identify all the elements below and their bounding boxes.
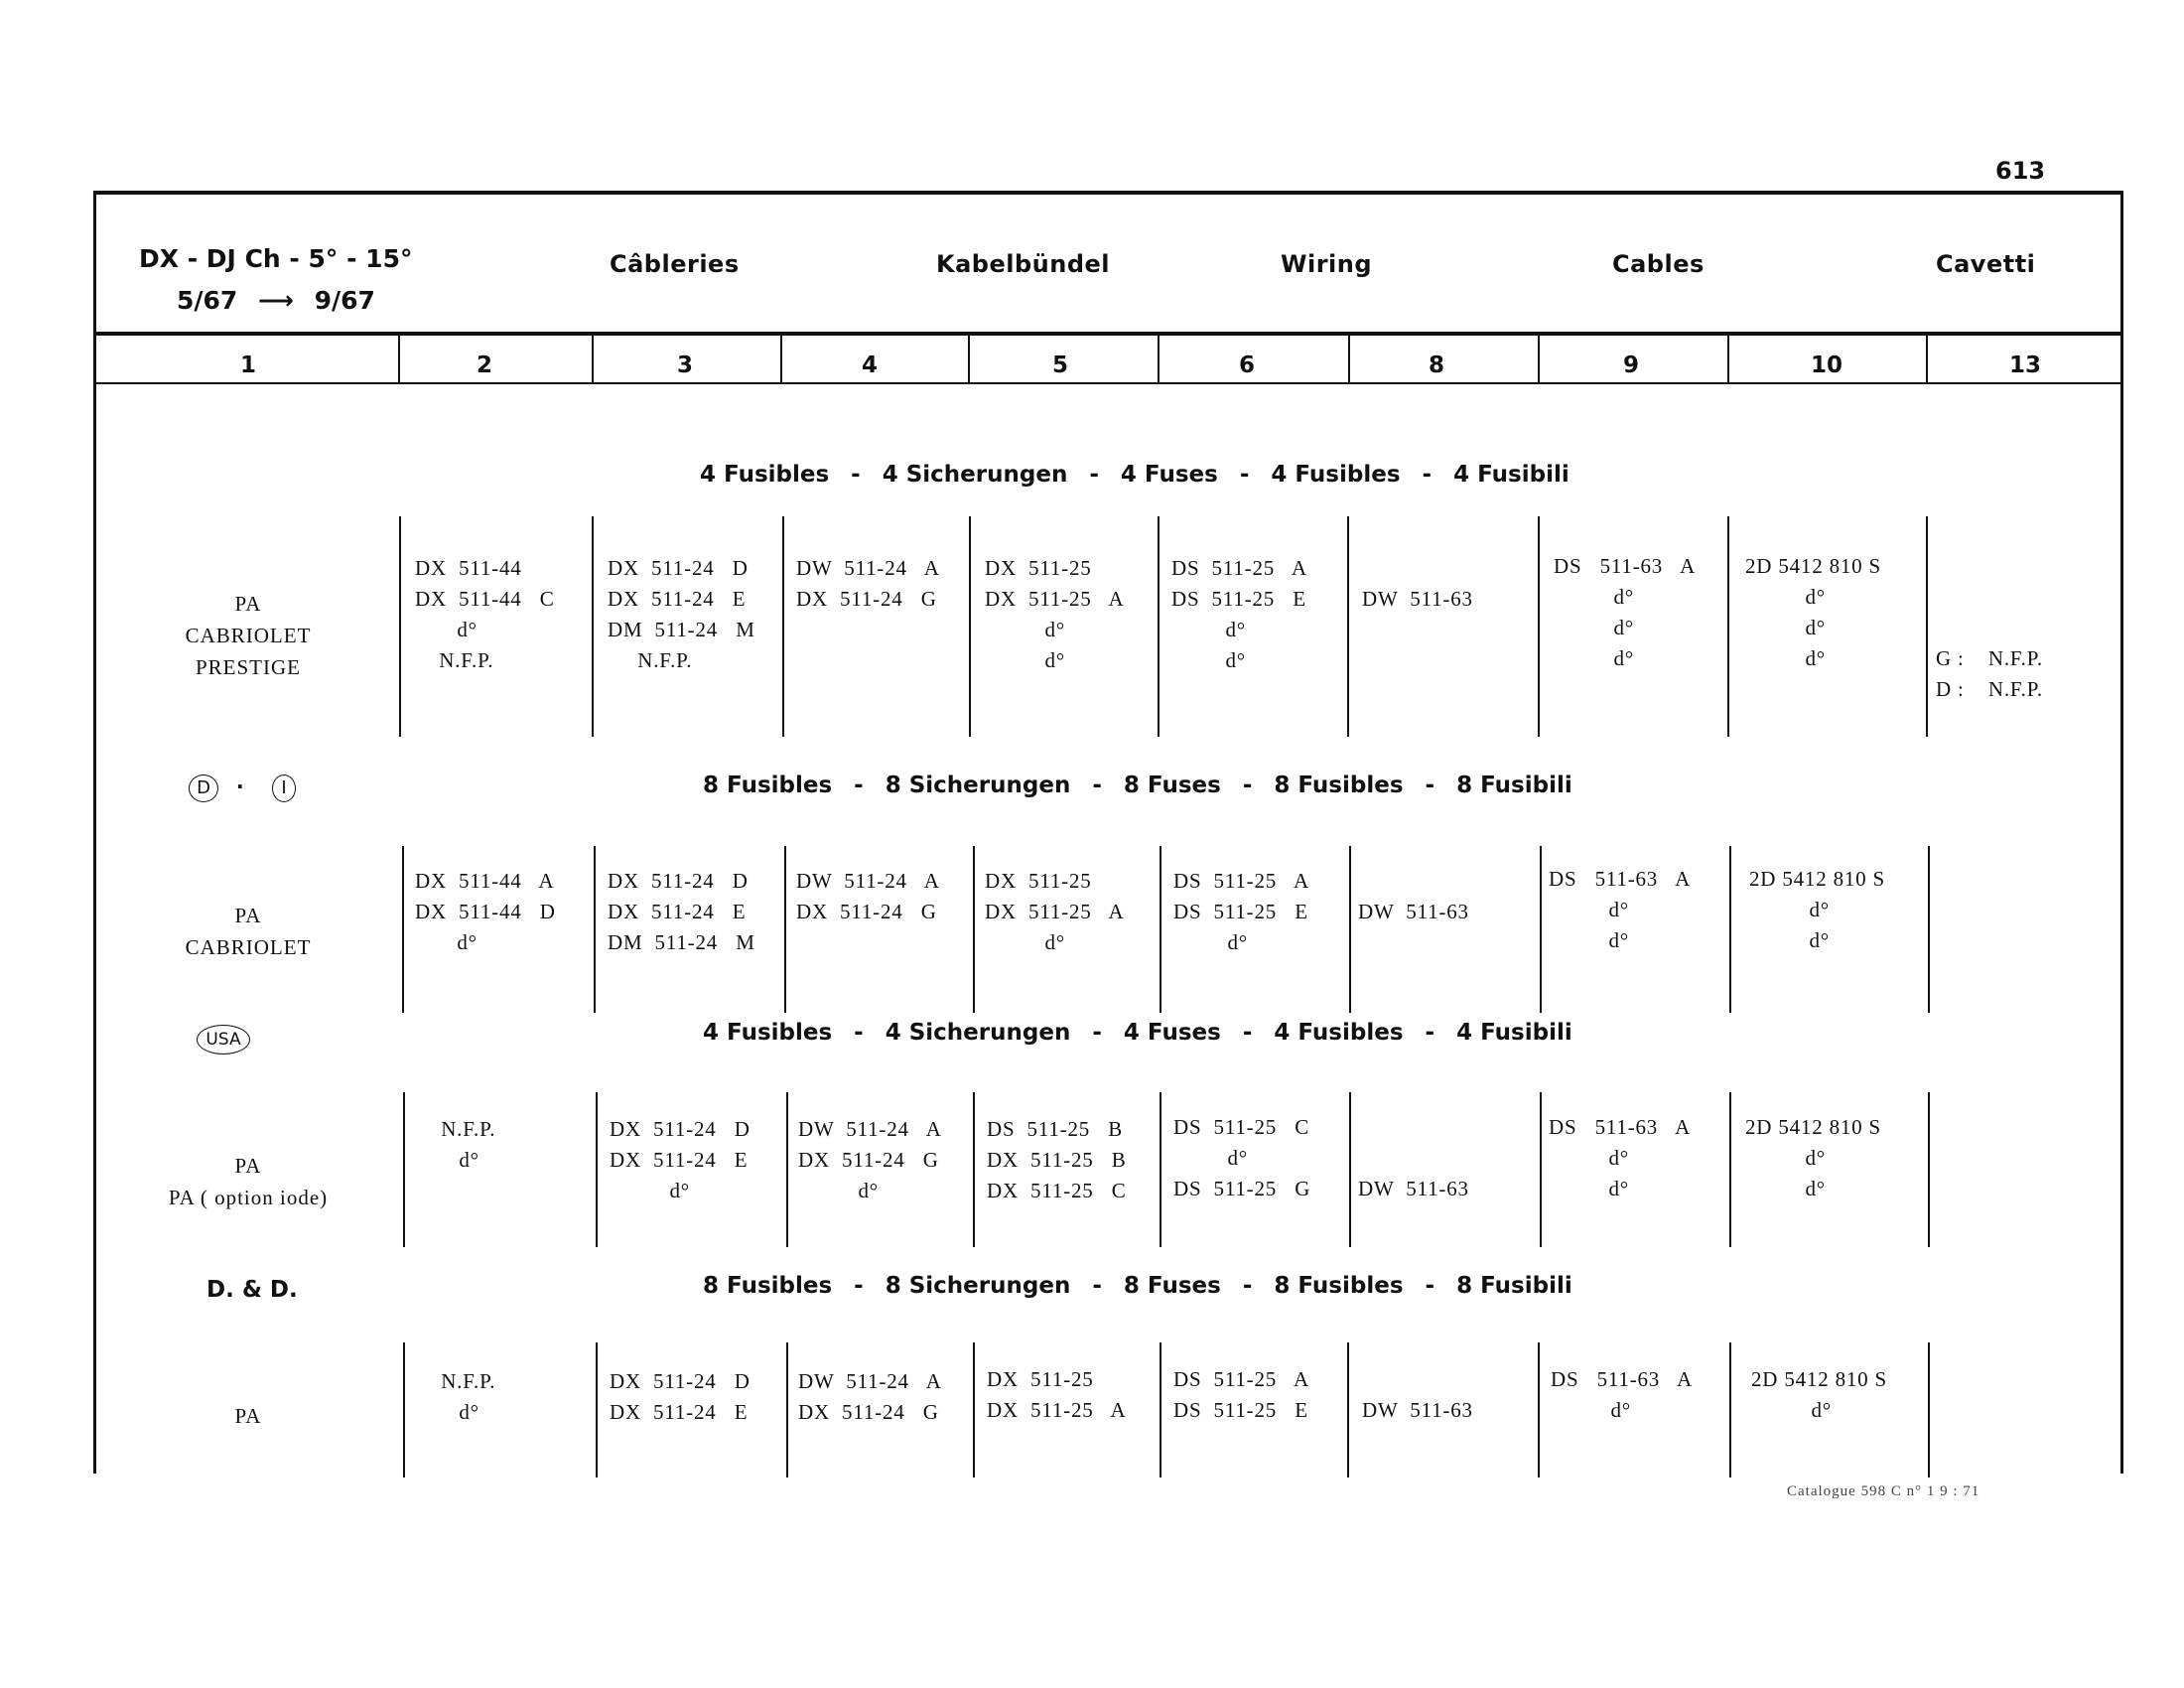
section-title: 8 Fusibles - 8 Sicherungen - 8 Fuses - 8 Fusibles - 8 Fusibili [703,1273,1572,1299]
badge-dot: · [236,774,244,798]
cell-divider [784,846,786,1013]
section-title: 4 Fusibles - 4 Sicherungen - 4 Fuses - 4 Fusibles - 4 Fusibili [700,462,1570,488]
cell-col4: DW 511-24 A DX 511-24 G d° [798,1117,942,1202]
cell-divider [1926,516,1928,737]
cell-divider [1347,516,1349,737]
market-badge-usa: USA [197,1025,250,1055]
arrow-icon: ⟶ [258,286,294,315]
cell-col8: DW 511-63 [1358,900,1469,923]
column-number-8: 8 [1428,352,1444,378]
cell-divider [1347,1342,1349,1477]
cell-divider [1538,1342,1540,1477]
cell-col9: DS 511-63 A d° d° [1549,867,1692,952]
cell-col6: DS 511-25 A DS 511-25 E d° d° [1171,556,1308,672]
cell-divider [1538,516,1540,737]
cell-divider [1349,1092,1351,1247]
cell-divider [1160,1342,1161,1477]
cell-col4: DW 511-24 A DX 511-24 G [796,556,940,611]
cell-divider [1540,846,1542,1013]
cell-col3: DX 511-24 D DX 511-24 E [610,1369,751,1424]
cell-divider [786,1092,788,1247]
cell-divider [594,846,596,1013]
language-label-de: Kabelbündel [936,250,1111,278]
cell-divider [969,516,971,737]
cell-divider [403,1092,405,1247]
column-number-5: 5 [1051,352,1068,378]
cell-col10: 2D 5412 810 S d° [1751,1367,1887,1422]
colhead-sep [968,334,970,383]
column-number-4: 4 [861,352,878,378]
column-number-6: 6 [1238,352,1255,378]
colhead-sep [1158,334,1160,383]
cell-divider [1729,846,1731,1013]
cell-col8: DW 511-63 [1362,1398,1473,1422]
cell-col3: DX 511-24 D DX 511-24 E DM 511-24 M N.F.P. [608,556,755,672]
model-name: PA PA ( option iode) [168,1154,329,1209]
cell-col2: DX 511-44 A DX 511-44 D d° [415,869,556,954]
colhead-sep [398,334,400,383]
cell-col10: 2D 5412 810 S d° d° [1749,867,1885,952]
cell-divider [973,1342,975,1477]
cell-divider [1160,846,1161,1013]
language-label-es: Cables [1612,250,1705,278]
cell-col5: DS 511-25 B DX 511-25 B DX 511-25 C [987,1117,1127,1202]
model-line: DX - DJ Ch - 5° - 15° [139,244,413,273]
market-badge-d: D [189,774,218,802]
cell-col4: DW 511-24 A DX 511-24 G [796,869,940,923]
column-number-13: 13 [2008,352,2041,378]
language-label-en: Wiring [1281,250,1373,278]
cell-divider [403,1342,405,1477]
language-label-it: Cavetti [1936,250,2036,278]
cell-col10: 2D 5412 810 S d° d° d° [1745,554,1881,670]
cell-divider [1928,846,1930,1013]
cell-divider [402,846,404,1013]
cell-divider [596,1342,598,1477]
cell-col5: DX 511-25 DX 511-25 A d° [985,869,1125,954]
cell-col8: DW 511-63 [1362,587,1473,611]
market-label: D. & D. [206,1277,298,1303]
cell-divider [1928,1092,1930,1247]
date-range [177,286,375,315]
model-name: PA CABRIOLET [185,904,312,959]
cell-col6: DS 511-25 A DS 511-25 E [1173,1367,1310,1422]
cell-divider [1727,516,1729,737]
cell-col6: DS 511-25 A DS 511-25 E d° [1173,869,1310,954]
cell-divider [596,1092,598,1247]
cell-divider [1158,516,1160,737]
column-number-3: 3 [676,352,693,378]
catalogue-reference: Catalogue 598 C n° 1 9 : 71 [1787,1483,1980,1499]
market-badge-i: I [272,774,296,802]
colhead-sep [1926,334,1928,383]
frame-top-rule [93,191,2123,195]
cell-col3: DX 511-24 D DX 511-24 E d° [610,1117,751,1202]
cell-divider [973,1092,975,1247]
frame-left-rule [93,191,96,1474]
colhead-sep [780,334,782,383]
colhead-sep [1538,334,1540,383]
cell-divider [786,1342,788,1477]
cell-divider [782,516,784,737]
cell-col8: DW 511-63 [1358,1177,1469,1200]
cell-col6: DS 511-25 C d° DS 511-25 G [1173,1115,1311,1200]
market-badge-group [189,774,308,804]
cell-divider [1540,1092,1542,1247]
cell-col9: DS 511-63 A d° d° d° [1554,554,1697,670]
section-title: 4 Fusibles - 4 Sicherungen - 4 Fuses - 4 Fusibles - 4 Fusibili [703,1020,1572,1046]
cell-divider [1349,846,1351,1013]
cell-col4: DW 511-24 A DX 511-24 G [798,1369,942,1424]
column-number-9: 9 [1622,352,1639,378]
cell-col13: G : N.F.P. D : N.F.P. [1936,646,2043,701]
column-number-2: 2 [476,352,492,378]
colhead-sep [1348,334,1350,383]
cell-divider [1160,1092,1161,1247]
cell-col2: N.F.P. d° [441,1117,496,1172]
cell-col5: DX 511-25 DX 511-25 A d° d° [985,556,1125,672]
cell-col5: DX 511-25 DX 511-25 A [987,1367,1127,1422]
cell-col3: DX 511-24 D DX 511-24 E DM 511-24 M [608,869,755,954]
cell-divider [399,516,401,737]
cell-divider [1729,1342,1731,1477]
cell-divider [1729,1092,1731,1247]
cell-divider [592,516,594,737]
date-from: 5/67 [177,286,238,315]
language-label-fr: Câbleries [610,250,740,278]
section-title: 8 Fusibles - 8 Sicherungen - 8 Fuses - 8 Fusibles - 8 Fusibili [703,773,1572,798]
cell-col10: 2D 5412 810 S d° d° [1745,1115,1881,1200]
page-number: 613 [1995,157,2046,185]
column-number-10: 10 [1810,352,1843,378]
cell-col2: N.F.P. d° [441,1369,496,1424]
colhead-sep [592,334,594,383]
model-name: PA CABRIOLET PRESTIGE [185,592,312,679]
cell-divider [973,846,975,1013]
date-to: 9/67 [314,286,375,315]
colhead-sep [1727,334,1729,383]
cell-col2: DX 511-44 DX 511-44 C d° N.F.P. [415,556,555,672]
model-name: PA [234,1404,262,1428]
frame-right-rule [2120,191,2123,1474]
cell-divider [1928,1342,1930,1477]
cell-col9: DS 511-63 A d° d° [1549,1115,1692,1200]
column-number-1: 1 [239,352,256,378]
cell-col9: DS 511-63 A d° [1551,1367,1694,1422]
